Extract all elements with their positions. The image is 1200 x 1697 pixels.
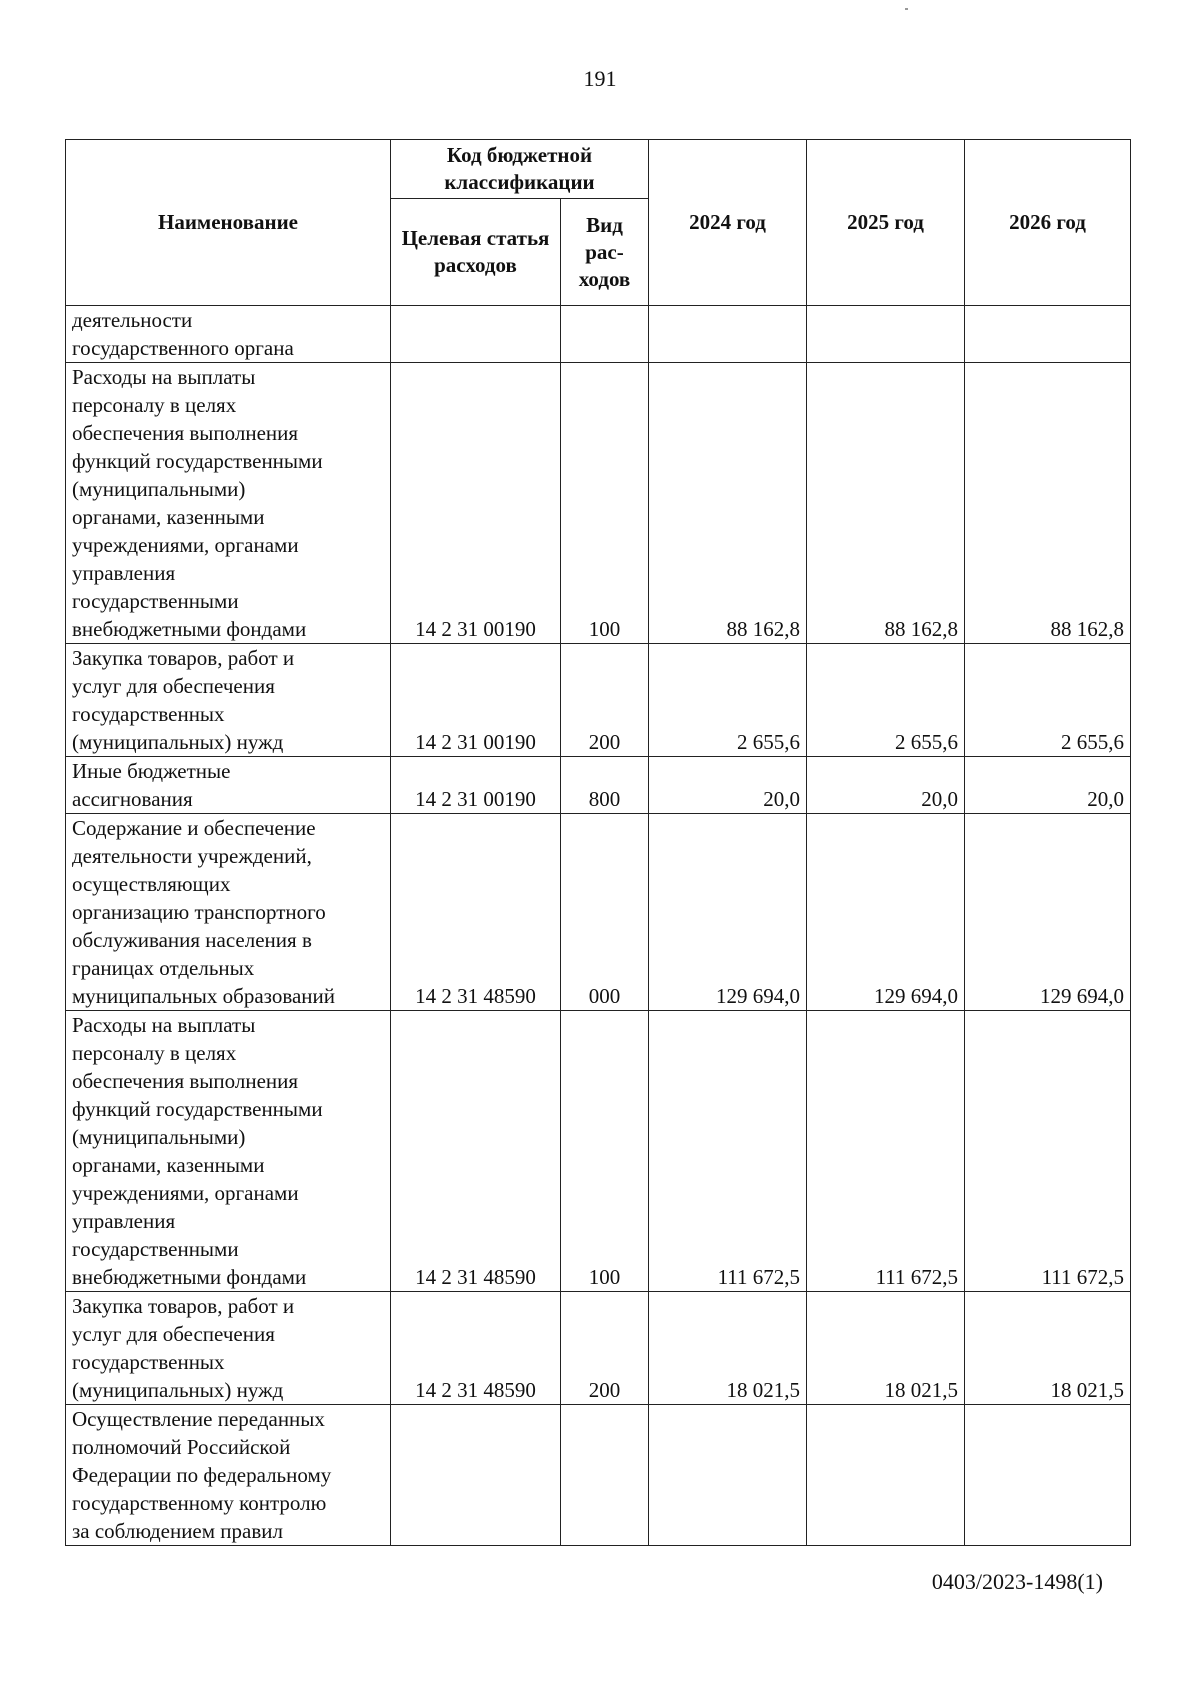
scan-artifact	[905, 8, 908, 10]
table-row	[66, 363, 1131, 644]
row-expense-type: 200	[561, 644, 649, 757]
row-amount-2024	[649, 306, 807, 363]
row-amount-2025	[807, 306, 965, 363]
header-target-article: Целевая статья расходов	[391, 199, 561, 306]
header-year-2026: 2026 год	[965, 140, 1131, 306]
row-amount-2026: 20,0	[965, 757, 1131, 814]
row-expense-type: 100	[561, 363, 649, 644]
table-row	[66, 1405, 1131, 1546]
row-amount-2026: 18 021,5	[965, 1292, 1131, 1405]
row-amount-2025: 18 021,5	[807, 1292, 965, 1405]
row-amount-2024: 111 672,5	[649, 1011, 807, 1292]
header-year-2024: 2024 год	[649, 140, 807, 306]
row-name: Иные бюджетные ассигнования	[66, 757, 391, 814]
header-expense-type: Вид рас-ходов	[561, 199, 649, 306]
row-expense-type	[561, 1405, 649, 1546]
row-name: Расходы на выплаты персоналу в целях обеспечения выполнения функций государственными (муниципальными) органами, казенными учреждениями, органами управления государственными внебюджетными фондами	[66, 363, 391, 644]
row-amount-2025: 111 672,5	[807, 1011, 965, 1292]
row-amount-2026: 129 694,0	[965, 814, 1131, 1011]
header-code-group: Код бюджетной классификации	[391, 140, 649, 199]
row-amount-2024: 18 021,5	[649, 1292, 807, 1405]
row-name: Осуществление переданных полномочий Российской Федерации по федеральному государственному контролю за соблюдением правил	[66, 1405, 391, 1546]
row-target-article: 14 2 31 48590	[391, 1011, 561, 1292]
row-amount-2025: 129 694,0	[807, 814, 965, 1011]
table-header	[66, 140, 1131, 306]
row-target-article: 14 2 31 00190	[391, 757, 561, 814]
row-amount-2026: 111 672,5	[965, 1011, 1131, 1292]
page-number: 191	[583, 66, 617, 91]
table-body	[66, 306, 1131, 1546]
document-id: 0403/2023-1498(1)	[931, 1569, 1103, 1594]
row-name: Содержание и обеспечение деятельности учреждений, осуществляющих организацию транспортного обслуживания населения в границах отдельных муниципальных образований	[66, 814, 391, 1011]
row-target-article: 14 2 31 00190	[391, 644, 561, 757]
row-name: Закупка товаров, работ и услуг для обеспечения государственных (муниципальных) нужд	[66, 1292, 391, 1405]
row-amount-2024: 20,0	[649, 757, 807, 814]
row-expense-type: 100	[561, 1011, 649, 1292]
row-target-article	[391, 1405, 561, 1546]
row-amount-2025: 20,0	[807, 757, 965, 814]
row-expense-type: 200	[561, 1292, 649, 1405]
header-year-2025: 2025 год	[807, 140, 965, 306]
row-expense-type: 800	[561, 757, 649, 814]
table-row	[66, 1292, 1131, 1405]
row-amount-2026	[965, 306, 1131, 363]
row-amount-2025	[807, 1405, 965, 1546]
row-amount-2025: 2 655,6	[807, 644, 965, 757]
row-amount-2024: 129 694,0	[649, 814, 807, 1011]
row-amount-2026: 88 162,8	[965, 363, 1131, 644]
row-name: Расходы на выплаты персоналу в целях обеспечения выполнения функций государственными (муниципальными) органами, казенными учреждениями, органами управления государственными внебюджетными фондами	[66, 1011, 391, 1292]
row-amount-2024: 2 655,6	[649, 644, 807, 757]
table-row	[66, 644, 1131, 757]
row-amount-2025: 88 162,8	[807, 363, 965, 644]
table-row	[66, 1011, 1131, 1292]
row-target-article: 14 2 31 48590	[391, 1292, 561, 1405]
row-target-article: 14 2 31 00190	[391, 363, 561, 644]
table-row	[66, 306, 1131, 363]
row-amount-2026: 2 655,6	[965, 644, 1131, 757]
row-name: Закупка товаров, работ и услуг для обеспечения государственных (муниципальных) нужд	[66, 644, 391, 757]
row-expense-type: 000	[561, 814, 649, 1011]
row-expense-type	[561, 306, 649, 363]
table-row	[66, 757, 1131, 814]
table-row	[66, 814, 1131, 1011]
row-target-article: 14 2 31 48590	[391, 814, 561, 1011]
header-name: Наименование	[66, 140, 391, 306]
budget-table	[65, 139, 1131, 1546]
row-amount-2024	[649, 1405, 807, 1546]
row-name: деятельности государственного органа	[66, 306, 391, 363]
row-amount-2024: 88 162,8	[649, 363, 807, 644]
row-target-article	[391, 306, 561, 363]
row-amount-2026	[965, 1405, 1131, 1546]
